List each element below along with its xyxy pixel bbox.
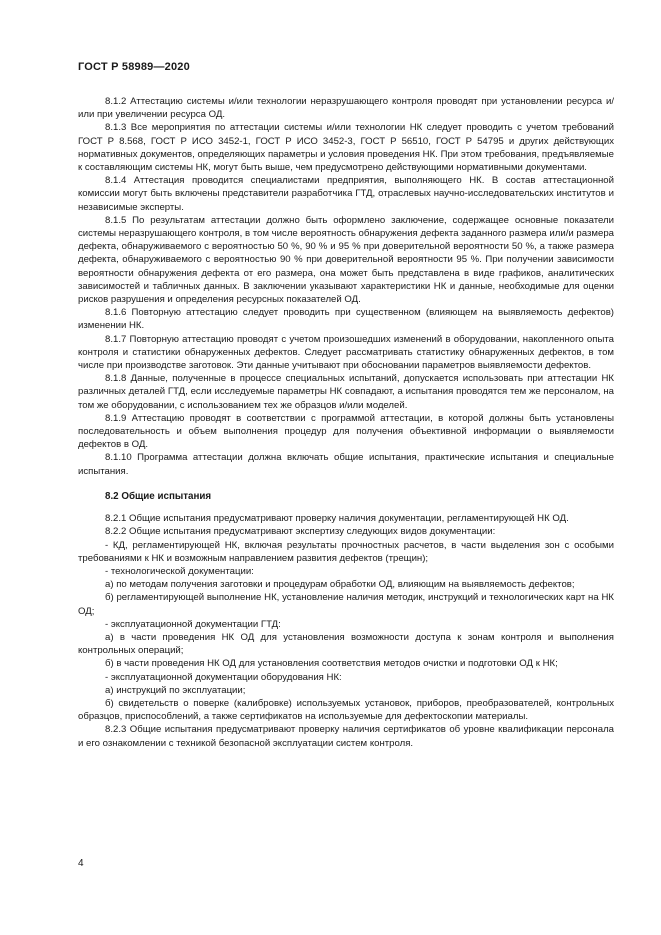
paragraph-8-1-2: 8.1.2 Аттестацию системы и/или технологии неразрушающего контроля проводят при установлении ресурса и/или при увеличении ресурса ОД. <box>78 96 614 121</box>
list-item-equip-a: а) инструкций по эксплуатации; <box>105 684 246 696</box>
paragraph-8-2-2: 8.2.2 Общие испытания предусматривают экспертизу следующих видов документации: <box>105 526 496 538</box>
list-item-ops-a: а) в части проведения НК ОД для установления возможности доступа к зонам контроля и выполнения контрольных операций; <box>78 631 614 657</box>
paragraph-8-1-3: 8.1.3 Все мероприятия по аттестации системы и/или технологии НК следует проводить с учетом требований ГОСТ Р 8.568, ГОСТ Р ИСО 3452-1, ГОСТ Р ИСО 3452-3, ГОСТ Р 56510, ГОСТ Р 54795 и других действующих нормативных документов, определяющих параметры и условия проведения НК. При этом требования, предъявляемые к составляющим системы НК, могут быть выше, чем предусмотрено действующими нормативными документами. <box>78 122 614 174</box>
section-heading-8-2: 8.2 Общие испытания <box>105 490 212 502</box>
document-body <box>78 95 614 750</box>
paragraph-8-2-3: 8.2.3 Общие испытания предусматривают проверку наличия сертификатов об уровне квалификации персонала и его ознакомлении с техникой безопасной эксплуатации систем контроля. <box>78 724 614 749</box>
list-item-equip-doc: - эксплуатационной документации оборудования НК: <box>105 671 342 683</box>
paragraph-8-1-8: 8.1.8 Данные, полученные в процессе специальных испытаний, допускается использовать при аттестации НК различных деталей ГТД, если исследуемые параметры НК совпадают, а испытания проводятся тем же персоналом, на том же оборудовании, с использованием тех же образцов и/или моделей. <box>78 373 614 411</box>
paragraph-8-1-4: 8.1.4 Аттестация проводится специалистами предприятия, выполняющего НК. В состав аттестационной комиссии могут быть включены представители разработчика ГТД, отраслевых научно-исследовательских институтов и независимые эксперты. <box>78 175 614 213</box>
list-item-equip-b: б) свидетельств о поверке (калибровке) используемых установок, приборов, преобразователей, контрольных образцов, приспособлений, а также сертификатов на используемые для дефектоскопии материалы. <box>78 697 614 723</box>
paragraph-8-2-1: 8.2.1 Общие испытания предусматривают проверку наличия документации, регламентирующей НК ОД. <box>105 513 569 525</box>
paragraph-8-1-10: 8.1.10 Программа аттестации должна включать общие испытания, практические испытания и специальные испытания. <box>78 452 614 477</box>
list-item-tech-b: б) регламентирующей выполнение НК, установление наличия методик, инструкций и технологических карт на НК ОД; <box>78 592 614 617</box>
paragraph-8-1-6: 8.1.6 Повторную аттестацию следует проводить при существенном (влияющем на выявляемость дефектов) изменении НК. <box>78 307 614 332</box>
paragraph-8-1-5: 8.1.5 По результатам аттестации должно быть оформлено заключение, содержащее основные показатели системы неразрушающего контроля, в том числе вероятность обнаружения дефекта заданного размера или/и размера дефекта, обнаруживаемого с вероятностью 50 %, 90 % и 95 % при доверительной вероятности 50 %, а также размера дефекта, обнаруживаемого с вероятностью 90 % при доверительной вероятности 95 %. При получении зависимости вероятности обнаружения дефекта от его размера, она может быть представлена в виде графиков, аналитических зависимостей и табличных данных. В заключении указывают характеристики НК и данные, необходимые для оценки рисков разрушения и определения ресурсных показателей ОД. <box>78 214 614 306</box>
list-item-kd: - КД, регламентирующей НК, включая результаты прочностных расчетов, в части выделения зон с особыми требованиями к НК и возможным направлением развития дефектов (трещин); <box>78 539 614 564</box>
page-number: 4 <box>78 858 84 869</box>
document-header: ГОСТ Р 58989—2020 <box>78 61 190 73</box>
list-item-ops-doc: - эксплуатационной документации ГТД: <box>105 618 281 630</box>
list-item-tech-a: а) по методам получения заготовки и процедурам обработки ОД, влияющим на выявляемость дефектов; <box>105 579 575 591</box>
list-item-ops-b: б) в части проведения НК ОД для установления соответствия методов очистки и подготовки ОД к НК; <box>105 658 558 670</box>
paragraph-8-1-9: 8.1.9 Аттестацию проводят в соответствии с программой аттестации, в которой должны быть установлены последовательность и объем выполнения процедур для получения объективной информации о выявляемости дефектов в ОД. <box>78 412 614 451</box>
list-item-tech-doc: - технологической документации: <box>105 565 254 577</box>
paragraph-8-1-7: 8.1.7 Повторную аттестацию проводят с учетом произошедших изменений в оборудовании, накопленного опыта контроля и статистики обнаруженных дефектов. Следует рассматривать статистику обнаруженных дефектов, в том числе при производстве заготовок. Эти данные учитывают при обосновании параметров выявляемости дефектов. <box>78 333 614 372</box>
